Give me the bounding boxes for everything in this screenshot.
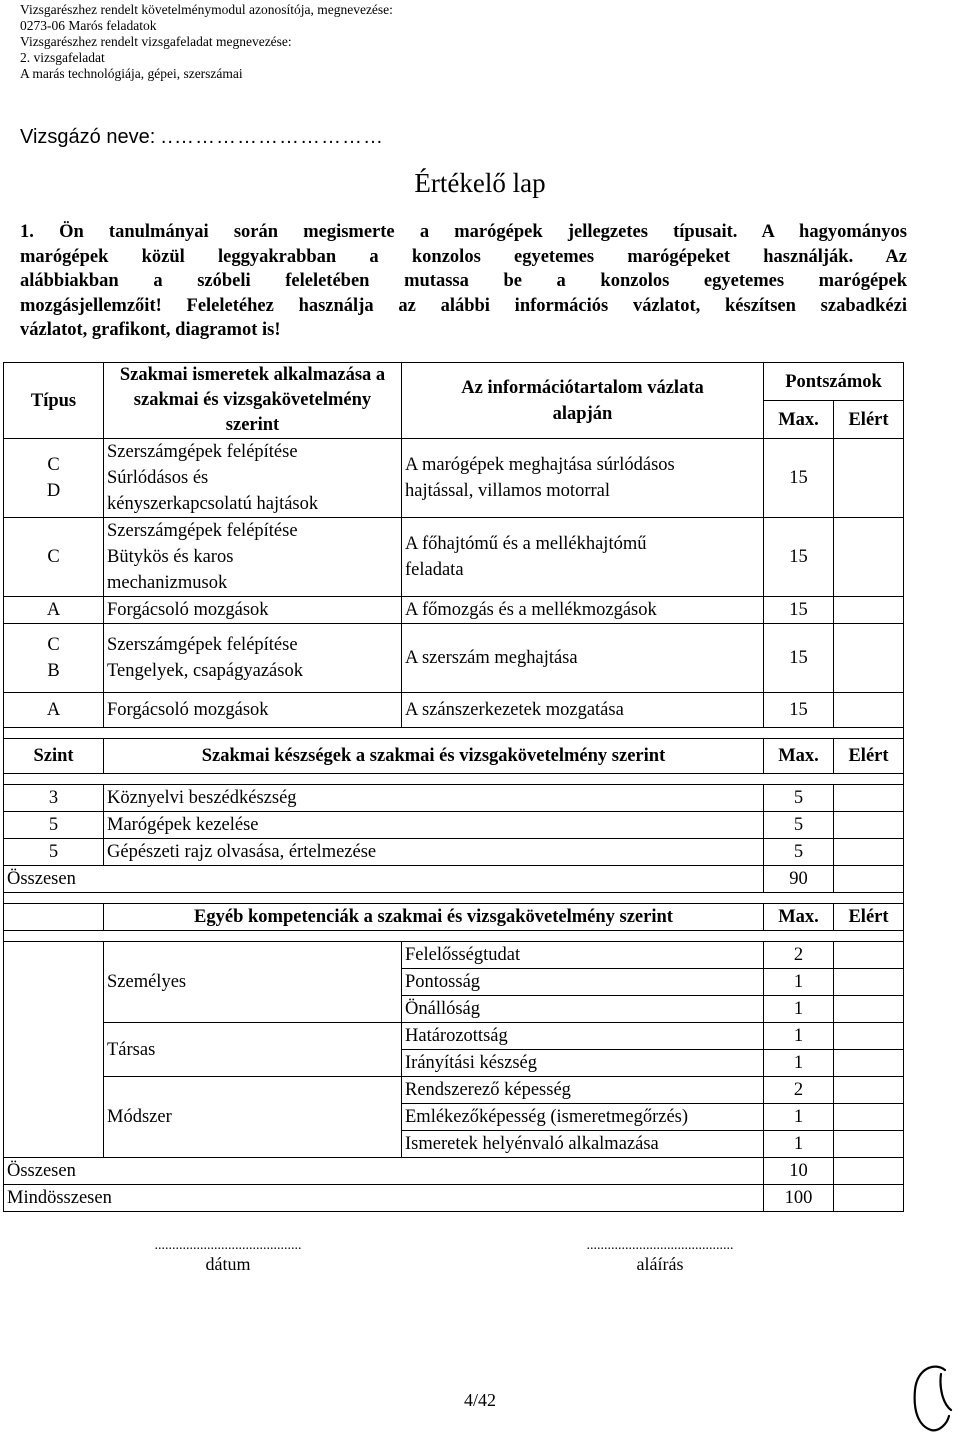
grand-total-achieved-field[interactable] (834, 1185, 904, 1212)
type-code: C (47, 455, 60, 475)
knowledge-cell (104, 439, 402, 518)
header-knowledge: Szakmai ismeretek alkalmazása a szakmai és vizsgakövetelmény szerint (104, 363, 402, 439)
knowledge-cell: Forgácsoló mozgások (104, 597, 402, 624)
competency-name: Pontosság (402, 969, 764, 996)
competency-name: Felelősségtudat (402, 942, 764, 969)
signature-label: aláírás (636, 1254, 684, 1274)
skills-total-row (4, 866, 904, 893)
level-cell: 5 (4, 839, 104, 866)
info-cell (402, 518, 764, 597)
achieved-points-field[interactable] (834, 1050, 904, 1077)
competency-name: Önállóság (402, 996, 764, 1023)
level-cell: 5 (4, 812, 104, 839)
competency-name: Határozottság (402, 1023, 764, 1050)
header-line: 0273-06 Marós feladatok (20, 18, 157, 33)
max-points: 2 (764, 942, 834, 969)
knowledge-cell (104, 624, 402, 693)
max-points: 5 (764, 839, 834, 866)
max-points: 15 (764, 597, 834, 624)
header-max: Max. (764, 739, 834, 774)
max-points: 1 (764, 969, 834, 996)
total-label: Összesen (4, 866, 764, 893)
competency-name: Irányítási készség (402, 1050, 764, 1077)
knowledge-cell: Forgácsoló mozgások (104, 693, 402, 728)
table-row (4, 597, 904, 624)
total-label: Összesen (4, 1158, 764, 1185)
task-line: marógépek közül leggyakrabban a konzolos egyetemes marógépeket használják. Az (20, 246, 907, 267)
grand-total-row (4, 1185, 904, 1212)
type-code: C (47, 635, 60, 655)
max-points: 1 (764, 1023, 834, 1050)
skill-cell: Gépészeti rajz olvasása, értelmezése (104, 839, 764, 866)
type-cell (4, 439, 104, 518)
knowledge-header-row (4, 363, 904, 401)
page-title: Értékelő lap (414, 168, 546, 198)
max-points: 15 (764, 693, 834, 728)
spacer-row (4, 728, 904, 739)
header-max: Max. (764, 401, 834, 439)
achieved-points-field[interactable] (834, 812, 904, 839)
type-code: B (47, 661, 60, 681)
achieved-points-field[interactable] (834, 693, 904, 728)
table-row (4, 1077, 904, 1104)
skills-header-row (4, 739, 904, 774)
header-other: Egyéb kompetenciák a szakmai és vizsgakövetelmény szerint (104, 904, 764, 931)
spacer-row (4, 774, 904, 785)
knowledge-line: Szerszámgépek felépítése (107, 521, 298, 541)
competencies-total-row (4, 1158, 904, 1185)
header-points: Pontszámok (764, 363, 904, 401)
competency-name: Emlékezőképesség (ismeretmegőrzés) (402, 1104, 764, 1131)
knowledge-line: Súrlódásos és (107, 468, 209, 488)
empty-header-cell (4, 904, 104, 931)
header-achieved: Elért (834, 904, 904, 931)
max-points: 5 (764, 785, 834, 812)
table-row (4, 942, 904, 969)
header-line: A marás technológiája, gépei, szerszámai (20, 66, 243, 81)
header-line: Vizsgarészhez rendelt vizsgafeladat megnevezése: (20, 34, 292, 49)
max-points: 15 (764, 439, 834, 518)
achieved-points-field[interactable] (834, 1023, 904, 1050)
achieved-points-field[interactable] (834, 597, 904, 624)
table-row (4, 785, 904, 812)
date-label: dátum (205, 1254, 251, 1274)
max-points: 15 (764, 624, 834, 693)
examinee-label: Vizsgázó neve: (20, 126, 161, 148)
knowledge-cell (104, 518, 402, 597)
task-description (20, 220, 907, 343)
level-cell: 3 (4, 785, 104, 812)
info-line: A főhajtómű és a mellékhajtómű (405, 534, 647, 554)
signature-field[interactable]: .......................................... (586, 1238, 734, 1253)
info-line: feladata (405, 560, 464, 580)
type-cell: A (4, 693, 104, 728)
header-info: Az információtartalom vázlata alapján (402, 363, 764, 439)
task-line: vázlatot, grafikont, diagramot is! (20, 320, 281, 340)
max-points: 1 (764, 1104, 834, 1131)
date-field[interactable]: .......................................... (154, 1238, 302, 1253)
header-line: 2. vizsgafeladat (20, 50, 105, 65)
header-achieved: Elért (834, 739, 904, 774)
type-code: C (47, 547, 60, 567)
knowledge-line: Bütykös és karos (107, 547, 234, 567)
header-achieved: Elért (834, 401, 904, 439)
grand-total-max: 100 (764, 1185, 834, 1212)
total-achieved-field[interactable] (834, 1158, 904, 1185)
achieved-points-field[interactable] (834, 785, 904, 812)
page-number: 4/42 (463, 1390, 496, 1410)
competency-name: Ismeretek helyénvaló alkalmazása (402, 1131, 764, 1158)
table-row (4, 839, 904, 866)
knowledge-line: mechanizmusok (107, 573, 228, 593)
total-achieved-field[interactable] (834, 866, 904, 893)
achieved-points-field[interactable] (834, 624, 904, 693)
max-points: 1 (764, 1050, 834, 1077)
info-line: hajtással, villamos motorral (405, 481, 610, 501)
competency-name: Rendszerező képesség (402, 1077, 764, 1104)
table-row (4, 693, 904, 728)
group-name: Személyes (104, 942, 402, 1023)
type-cell: A (4, 597, 104, 624)
max-points: 15 (764, 518, 834, 597)
total-max: 10 (764, 1158, 834, 1185)
info-cell: A főmozgás és a mellékmozgások (402, 597, 764, 624)
competencies-header-row (4, 904, 904, 931)
table-row (4, 812, 904, 839)
spacer-row (4, 893, 904, 904)
info-cell (402, 439, 764, 518)
header-skills: Szakmai készségek a szakmai és vizsgakövetelmény szerint (104, 739, 764, 774)
header-type: Típus (4, 363, 104, 439)
achieved-points-field[interactable] (834, 1131, 904, 1158)
header-max: Max. (764, 904, 834, 931)
achieved-points-field[interactable] (834, 518, 904, 597)
evaluation-table (3, 362, 904, 1212)
achieved-points-field[interactable] (834, 942, 904, 969)
achieved-points-field[interactable] (834, 996, 904, 1023)
knowledge-line: Szerszámgépek felépítése (107, 442, 298, 462)
handwritten-initial (905, 1360, 960, 1436)
info-cell: A szerszám meghajtása (402, 624, 764, 693)
spacer-row (4, 931, 904, 942)
document-header (20, 2, 393, 82)
max-points: 2 (764, 1077, 834, 1104)
achieved-points-field[interactable] (834, 839, 904, 866)
achieved-points-field[interactable] (834, 969, 904, 996)
type-code: D (46, 481, 61, 501)
group-name: Társas (104, 1023, 402, 1077)
max-points: 5 (764, 812, 834, 839)
table-row (4, 1023, 904, 1050)
grand-total-label: Mindösszesen (4, 1185, 764, 1212)
task-line: alábbiakban a szóbeli feleletében mutassa be a konzolos egyetemes marógépek (20, 271, 907, 291)
header-level: Szint (4, 739, 104, 774)
max-points: 1 (764, 996, 834, 1023)
group-name: Módszer (104, 1077, 402, 1158)
achieved-points-field[interactable] (834, 1077, 904, 1104)
max-points: 1 (764, 1131, 834, 1158)
table-row (4, 624, 904, 693)
skill-cell: Marógépek kezelése (104, 812, 764, 839)
skill-cell: Köznyelvi beszédkészség (104, 785, 764, 812)
info-cell: A szánszerkezetek mozgatása (402, 693, 764, 728)
total-max: 90 (764, 866, 834, 893)
task-line: mozgásjellemzőit! Feleletéhez használja az alábbi információs vázlatot, készítsen szabadkézi (20, 295, 907, 316)
knowledge-line: Szerszámgépek felépítése (107, 635, 298, 655)
type-cell (4, 624, 104, 693)
table-row (4, 518, 904, 597)
knowledge-line: kényszerkapcsolatú hajtások (107, 494, 319, 514)
empty-cell (4, 942, 104, 1158)
info-line: A marógépek meghajtása súrlódásos (405, 455, 675, 475)
date-signature-block (108, 1238, 348, 1275)
examinee-name-line (20, 126, 384, 149)
task-line: 1. Ön tanulmányai során megismerte a marógépek jellegzetes típusait. A hagyományos (20, 222, 907, 242)
achieved-points-field[interactable] (834, 439, 904, 518)
examinee-name-field[interactable]: ..………………………… (160, 126, 384, 148)
table-row (4, 439, 904, 518)
signature-block (530, 1238, 790, 1275)
knowledge-line: Tengelyek, csapágyazások (107, 661, 303, 681)
achieved-points-field[interactable] (834, 1104, 904, 1131)
header-line: Vizsgarészhez rendelt követelménymodul azonosítója, megnevezése: (20, 2, 393, 17)
type-cell (4, 518, 104, 597)
